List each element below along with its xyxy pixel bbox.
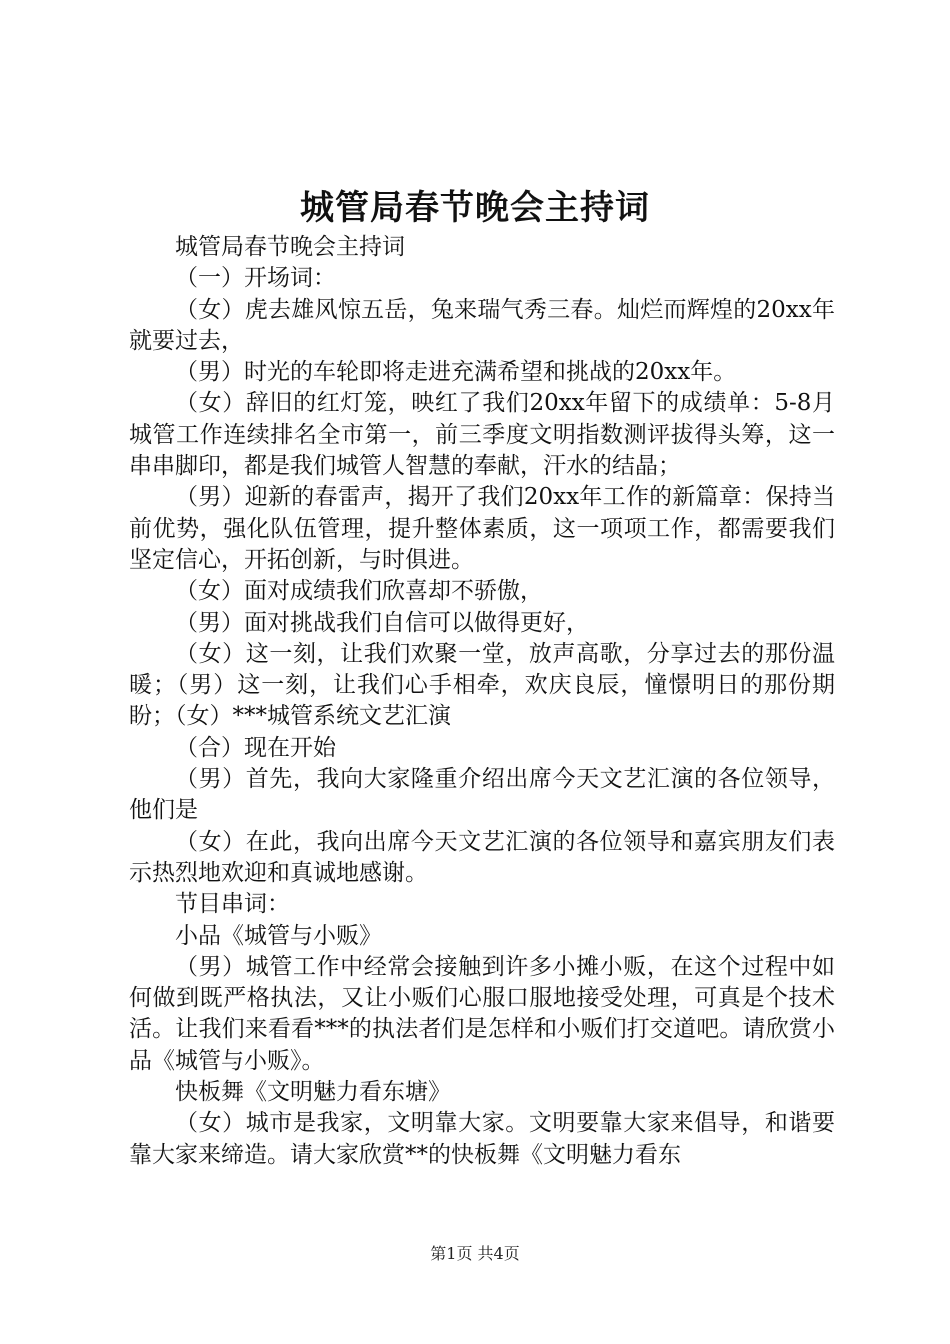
paragraph: （女）面对成绩我们欣喜却不骄傲， [175, 578, 543, 605]
paragraph: 快板舞《文明魅力看东塘》 [175, 1079, 451, 1106]
paragraph: （女）这一刻，让我们欢聚一堂，放声高歌，分享过去的那份温暖；（男）这一刻，让我们心手相牵，欢庆良辰，憧憬明日的那份期盼；（女）***城管系统文艺汇演 [129, 640, 835, 730]
paragraph: 城管局春节晚会主持词 [175, 234, 405, 260]
document-title: 城管局春节晚会主持词 [300, 188, 650, 228]
page-footer: 第1页 共4页 [430, 1244, 520, 1263]
paragraph: （男）时光的车轮即将走进充满希望和挑战的20xx年。 [175, 359, 737, 386]
paragraph: （女）辞旧的红灯笼，映红了我们20xx年留下的成绩单：5-8月城管工作连续排名全市第一，前三季度文明指数测评拔得头筹，这一串串脚印，都是我们城管人智慧的奉献，汗水的结晶； [129, 390, 835, 480]
paragraph: （女）在此，我向出席今天文艺汇演的各位领导和嘉宾朋友们表示热烈地欢迎和真诚地感谢。 [129, 828, 835, 886]
paragraph: （一）开场词： [175, 265, 336, 292]
paragraph: 小品《城管与小贩》 [175, 922, 382, 949]
paragraph: （男）迎新的春雷声，揭开了我们20xx年工作的新篇章：保持当前优势，强化队伍管理，提升整体素质，这一项项工作，都需要我们坚定信心，开拓创新，与时俱进。 [129, 484, 835, 573]
paragraph: （男）首先，我向大家隆重介绍出席今天文艺汇演的各位领导，他们是 [129, 766, 835, 824]
document-body [129, 232, 835, 1171]
paragraph: 节目串词： [175, 891, 290, 918]
paragraph: （男）城管工作中经常会接触到许多小摊小贩，在这个过程中如何做到既严格执法，又让小贩们心服口服地接受处理，可真是个技术活。让我们来看看***的执法者们是怎样和小贩们打交道吧。请欣赏小品《城管与小贩》。 [129, 953, 835, 1074]
paragraph: （男）面对挑战我们自信可以做得更好， [175, 609, 589, 636]
paragraph: （女）虎去雄风惊五岳，兔来瑞气秀三春。灿烂而辉煌的20xx年就要过去， [129, 296, 835, 354]
paragraph: （女）城市是我家，文明靠大家。文明要靠大家来倡导，和谐要靠大家来缔造。请大家欣赏**的快板舞《文明魅力看东 [129, 1110, 835, 1168]
paragraph: （合）现在开始 [175, 734, 336, 761]
